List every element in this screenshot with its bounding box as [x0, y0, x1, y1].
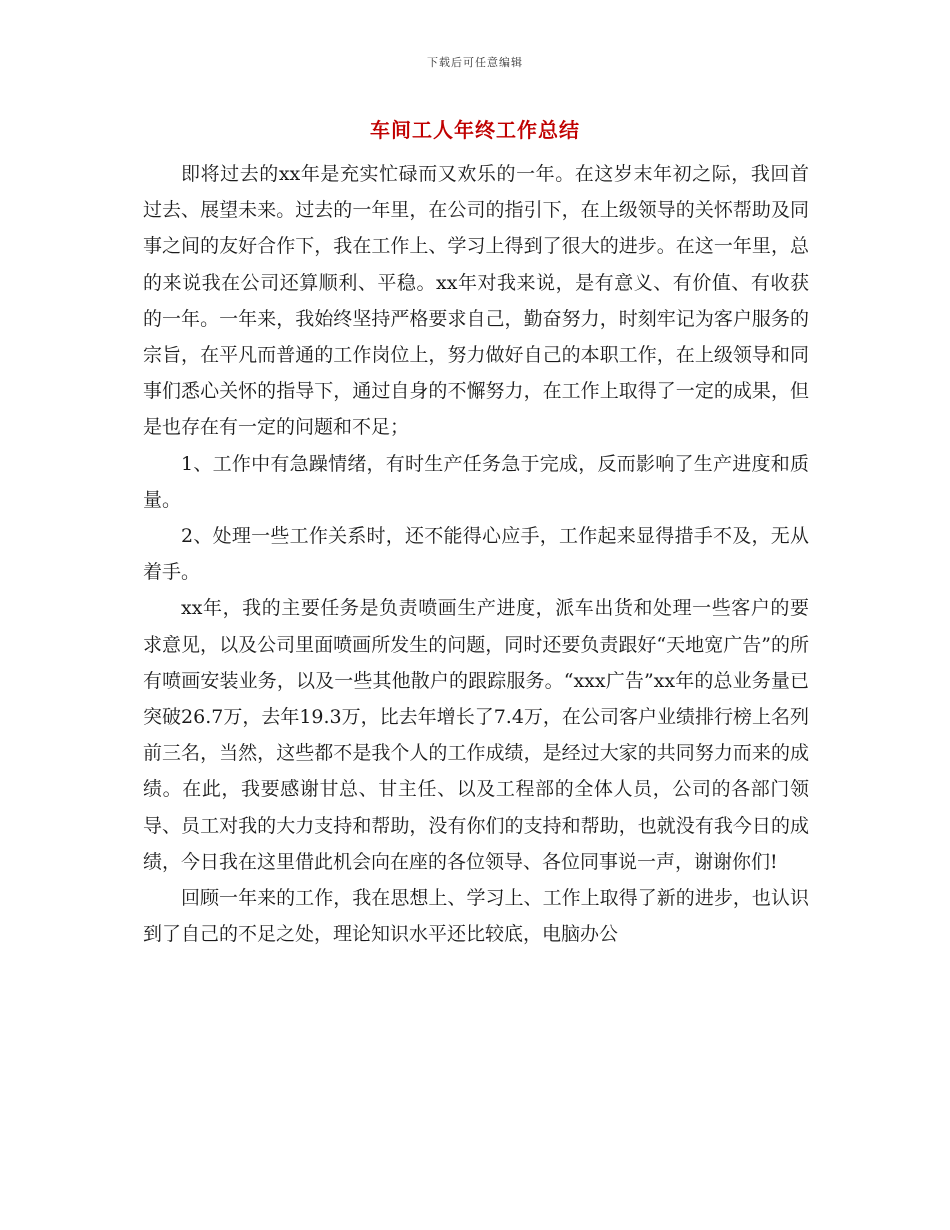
paragraph-intro: 即将过去的xx年是充实忙碌而又欢乐的一年。在这岁末年初之际，我回首过去、展望未来。过去的一年里，在公司的指引下，在上级领导的关怀帮助及同事之间的友好合作下，我在工作上、学习上得到了很大的进步。在这一年里，总的来说我在公司还算顺利、平稳。xx年对我来说，是有意义、有价值、有收获的一年。一年来，我始终坚持严格要求自己，勤奋努力，时刻牢记为客户服务的宗旨，在平凡而普通的工作岗位上，努力做好自己的本职工作，在上级领导和同事们悉心关怀的指导下，通过自身的不懈努力，在工作上取得了一定的成果，但是也存在有一定的问题和不足； [143, 163, 809, 439]
document-body [143, 156, 809, 952]
paragraph-issue-1: 1、工作中有急躁情绪，有时生产任务急于完成，反而影响了生产进度和质量。 [143, 452, 809, 511]
header-note: 下载后可任意编辑 [427, 56, 523, 69]
paragraph-achievements: xx年，我的主要任务是负责喷画生产进度，派车出货和处理一些客户的要求意见，以及公司里面喷画所发生的问题，同时还要负责跟好“天地宽广告”的所有喷画安装业务，以及一些其他散户的跟踪服务。“xxx广告”xx年的总业务量已突破26.7万，去年19.3万，比去年增长了7.4万，在公司客户业绩排行榜上名列前三名，当然，这些都不是我个人的工作成绩，是经过大家的共同努力而来的成绩。在此，我要感谢甘总、甘主任、以及工程部的全体人员，公司的各部门领导、员工对我的大力支持和帮助，没有你们的支持和帮助，也就没有我今日的成绩，今日我在这里借此机会向在座的各位领导、各位同事说一声，谢谢你们! [143, 597, 809, 873]
paragraph-review: 回顾一年来的工作，我在思想上、学习上、工作上取得了新的进步，也认识到了自己的不足之处，理论知识水平还比较底，电脑办公 [143, 887, 809, 946]
paragraph-issue-2: 2、处理一些工作关系时，还不能得心应手，工作起来显得措手不及，无从着手。 [143, 525, 809, 584]
document-title: 车间工人年终工作总结 [370, 118, 580, 142]
